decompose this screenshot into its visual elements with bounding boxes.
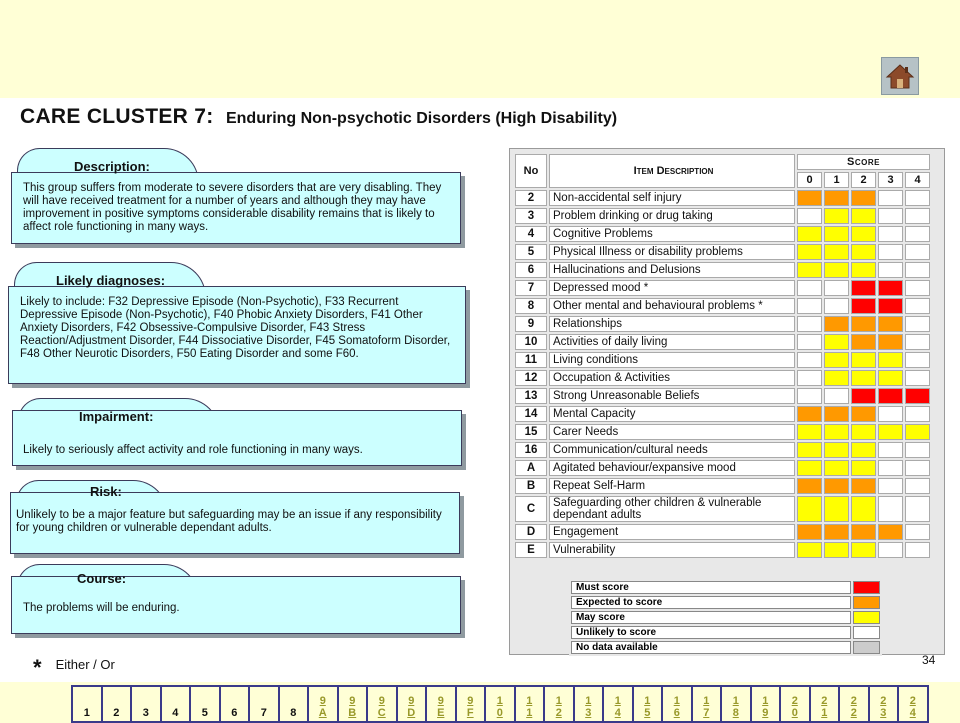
score-cell: [851, 524, 876, 540]
score-cell: [905, 352, 930, 368]
score-cell: [878, 316, 903, 332]
nav-cell[interactable]: [397, 686, 427, 722]
legend-swatch: [853, 581, 880, 594]
score-cell: [878, 334, 903, 350]
legend: [569, 579, 882, 656]
row-description: Relationships: [549, 316, 795, 332]
nav-cell: [220, 686, 250, 722]
title-subtitle: Enduring Non-psychotic Disorders (High Disability): [225, 110, 618, 127]
score-cell: [824, 460, 849, 476]
top-band: [0, 0, 960, 98]
nav-cell[interactable]: [810, 686, 840, 722]
footnote-marker: *: [33, 655, 42, 680]
score-cell: [878, 478, 903, 494]
score-cell: [878, 406, 903, 422]
score-cell: [797, 442, 822, 458]
footnote-text: Either / Or: [55, 657, 115, 672]
likely-diagnoses-text: Likely to include: F32 Depressive Episode (Non-Psychotic), F33 Recurrent Depressive Episode (Non-Psychotic), F40 Phobic Anxiety Disorders, F41 Other Anxiety Disorders, F42 Obsessive-Compulsive Disorder, F43 Stress Reaction/Adjustment Disorder, F44 Dissociative Disorder, F45 Somatoform Disorder, F48 Other Neurotic Disorders, F50 Eating Disorder and some F60.: [20, 296, 451, 360]
score-cell: [797, 524, 822, 540]
row-description: Engagement: [549, 524, 795, 540]
legend-row: [571, 581, 880, 594]
nav-cell[interactable]: [869, 686, 899, 722]
nav-link-3: 3: [142, 707, 149, 719]
score-cell: [851, 298, 876, 314]
score-cell: [824, 496, 849, 522]
score-cell: [851, 244, 876, 260]
nav-link-21[interactable]: 1 6: [673, 695, 680, 719]
risk-box: [10, 480, 462, 556]
score-cell: [878, 298, 903, 314]
score-cell: [824, 280, 849, 296]
score-cell: [824, 352, 849, 368]
nav-link-9[interactable]: 9 A: [318, 695, 327, 719]
row-description: Physical Illness or disability problems: [549, 244, 795, 260]
row-number: 15: [515, 424, 547, 440]
row-description: Problem drinking or drug taking: [549, 208, 795, 224]
nav-cell[interactable]: [485, 686, 515, 722]
score-cell: [797, 316, 822, 332]
score-cell: [824, 370, 849, 386]
score-cell: [797, 190, 822, 206]
row-description: Strong Unreasonable Beliefs: [549, 388, 795, 404]
score-cell: [905, 262, 930, 278]
impairment-heading: Impairment:: [79, 409, 154, 424]
score-cell: [851, 280, 876, 296]
row-number: D: [515, 524, 547, 540]
row-number: 6: [515, 262, 547, 278]
score-table: [513, 152, 932, 560]
score-cell: [878, 388, 903, 404]
row-number: 9: [515, 316, 547, 332]
score-cell: [797, 334, 822, 350]
score-col-0: 0: [797, 172, 822, 188]
table-row: [515, 226, 930, 242]
table-row: [515, 262, 930, 278]
header-no: No: [515, 154, 547, 188]
nav-cell[interactable]: [338, 686, 368, 722]
score-cell: [797, 478, 822, 494]
impairment-box: [12, 398, 464, 468]
row-description: Agitated behaviour/expansive mood: [549, 460, 795, 476]
header-item-description: Item Description: [549, 154, 795, 188]
score-cell: [851, 334, 876, 350]
nav-link-18[interactable]: 1 3: [585, 695, 592, 719]
nav-cell[interactable]: [721, 686, 751, 722]
legend-swatch: [853, 626, 880, 639]
nav-link-20[interactable]: 1 5: [644, 695, 651, 719]
table-row: [515, 496, 930, 522]
score-cell: [797, 496, 822, 522]
row-number: 13: [515, 388, 547, 404]
score-cell: [905, 524, 930, 540]
score-cell: [905, 542, 930, 558]
row-description: Cognitive Problems: [549, 226, 795, 242]
score-cell: [851, 478, 876, 494]
nav-cell[interactable]: [456, 686, 486, 722]
row-number: 11: [515, 352, 547, 368]
nav-cell[interactable]: [780, 686, 810, 722]
score-cell: [878, 226, 903, 242]
legend-label: Must score: [571, 581, 851, 594]
legend-label: No data available: [571, 641, 851, 654]
table-row: [515, 370, 930, 386]
row-description: Mental Capacity: [549, 406, 795, 422]
row-description: Hallucinations and Delusions: [549, 262, 795, 278]
score-cell: [878, 442, 903, 458]
score-cell: [797, 424, 822, 440]
nav-cell[interactable]: [426, 686, 456, 722]
score-cell: [878, 524, 903, 540]
home-icon: [885, 61, 915, 91]
page-number: 34: [922, 653, 936, 667]
row-number: 14: [515, 406, 547, 422]
row-number: B: [515, 478, 547, 494]
nav-link-14[interactable]: 9 F: [466, 695, 474, 719]
nav-cell[interactable]: [603, 686, 633, 722]
row-number: 10: [515, 334, 547, 350]
score-cell: [851, 542, 876, 558]
title-prefix: CARE CLUSTER 7:: [20, 105, 214, 128]
nav-link-29[interactable]: 2 4: [909, 695, 916, 719]
legend-swatch: [853, 641, 880, 654]
row-number: 5: [515, 244, 547, 260]
score-cell: [905, 406, 930, 422]
slide-nav: [71, 685, 929, 723]
row-description: Occupation & Activities: [549, 370, 795, 386]
score-cell: [878, 244, 903, 260]
score-cell: [905, 460, 930, 476]
footnote: [33, 655, 115, 681]
nav-cell: [131, 686, 161, 722]
score-cell: [905, 280, 930, 296]
row-description: Communication/cultural needs: [549, 442, 795, 458]
nav-cell[interactable]: [544, 686, 574, 722]
nav-cell: [72, 686, 102, 722]
nav-link-26[interactable]: 2 1: [821, 695, 828, 719]
score-cell: [878, 190, 903, 206]
nav-link-25[interactable]: 2 0: [791, 695, 798, 719]
nav-link-6: 6: [231, 707, 238, 719]
table-row: [515, 406, 930, 422]
nav-cell: [249, 686, 279, 722]
nav-link-12[interactable]: 9 D: [407, 695, 416, 719]
nav-link-17[interactable]: 1 2: [555, 695, 562, 719]
score-cell: [797, 262, 822, 278]
table-row: [515, 352, 930, 368]
table-row: [515, 460, 930, 476]
score-cell: [851, 406, 876, 422]
score-cell: [851, 262, 876, 278]
score-cell: [797, 208, 822, 224]
course-box: [11, 564, 463, 636]
score-col-3: 3: [878, 172, 903, 188]
likely-diagnoses-heading: Likely diagnoses:: [56, 273, 166, 288]
score-cell: [797, 406, 822, 422]
home-button[interactable]: [881, 57, 919, 95]
nav-cell[interactable]: [633, 686, 663, 722]
table-row: [515, 542, 930, 558]
row-number: 2: [515, 190, 547, 206]
score-cell: [824, 262, 849, 278]
row-description: Depressed mood *: [549, 280, 795, 296]
nav-link-15[interactable]: 1 0: [496, 695, 503, 719]
nav-cell: [102, 686, 132, 722]
page-title: [20, 105, 617, 129]
score-cell: [878, 262, 903, 278]
score-cell: [851, 190, 876, 206]
score-cell: [878, 496, 903, 522]
score-cell: [905, 226, 930, 242]
score-cell: [905, 190, 930, 206]
table-row: [515, 298, 930, 314]
row-number: 4: [515, 226, 547, 242]
score-cell: [824, 226, 849, 242]
table-row: [515, 280, 930, 296]
score-cell: [797, 388, 822, 404]
score-cell: [851, 388, 876, 404]
score-cell: [905, 442, 930, 458]
score-cell: [878, 542, 903, 558]
row-description: Vulnerability: [549, 542, 795, 558]
score-cell: [905, 388, 930, 404]
score-cell: [797, 352, 822, 368]
row-description: Activities of daily living: [549, 334, 795, 350]
table-row: [515, 334, 930, 350]
nav-cell[interactable]: [692, 686, 722, 722]
row-description: Living conditions: [549, 352, 795, 368]
score-cell: [824, 208, 849, 224]
nav-cell[interactable]: [308, 686, 338, 722]
course-text: The problems will be enduring.: [23, 602, 180, 614]
score-cell: [824, 298, 849, 314]
row-number: E: [515, 542, 547, 558]
row-description: Repeat Self-Harm: [549, 478, 795, 494]
score-cell: [878, 460, 903, 476]
nav-link-7: 7: [260, 707, 267, 719]
likely-diagnoses-box: [8, 262, 468, 386]
score-cell: [851, 460, 876, 476]
legend-swatch: [853, 596, 880, 609]
nav-link-5: 5: [201, 707, 208, 719]
score-cell: [824, 478, 849, 494]
table-row: [515, 388, 930, 404]
row-description: Carer Needs: [549, 424, 795, 440]
score-cell: [905, 316, 930, 332]
nav-link-13[interactable]: 9 E: [437, 695, 445, 719]
score-cell: [905, 208, 930, 224]
score-cell: [878, 352, 903, 368]
score-col-1: 1: [824, 172, 849, 188]
nav-link-4: 4: [172, 707, 179, 719]
course-heading: Course:: [77, 571, 127, 586]
score-cell: [797, 298, 822, 314]
nav-link-2: 2: [113, 707, 120, 719]
score-cell: [905, 334, 930, 350]
nav-cell[interactable]: [515, 686, 545, 722]
table-row: [515, 424, 930, 440]
nav-link-10[interactable]: 9 B: [348, 695, 357, 719]
score-cell: [824, 244, 849, 260]
nav-cell[interactable]: [662, 686, 692, 722]
legend-row: [571, 641, 880, 654]
nav-link-16[interactable]: 1 1: [526, 695, 533, 719]
row-description: Safeguarding other children & vulnerable dependant adults: [549, 496, 795, 522]
score-cell: [851, 424, 876, 440]
score-cell: [905, 370, 930, 386]
score-cell: [878, 208, 903, 224]
legend-label: Expected to score: [571, 596, 851, 609]
legend-label: Unlikely to score: [571, 626, 851, 639]
legend-row: [571, 626, 880, 639]
nav-cell[interactable]: [898, 686, 928, 722]
score-cell: [824, 524, 849, 540]
row-number: C: [515, 496, 547, 522]
nav-cell: [161, 686, 191, 722]
description-heading: Description:: [74, 159, 150, 174]
risk-heading: Risk:: [90, 484, 122, 499]
score-cell: [824, 190, 849, 206]
score-cell: [905, 496, 930, 522]
nav-cell[interactable]: [367, 686, 397, 722]
nav-cell: [279, 686, 309, 722]
score-cell: [878, 424, 903, 440]
score-col-4: 4: [905, 172, 930, 188]
legend-label: May score: [571, 611, 851, 624]
nav-link-22[interactable]: 1 7: [703, 695, 710, 719]
score-cell: [797, 226, 822, 242]
table-row: [515, 190, 930, 206]
score-cell: [824, 388, 849, 404]
nav-link-19[interactable]: 1 4: [614, 695, 621, 719]
score-cell: [851, 496, 876, 522]
nav-link-24[interactable]: 1 9: [762, 695, 769, 719]
nav-cell[interactable]: [751, 686, 781, 722]
nav-link-11[interactable]: 9 C: [377, 695, 386, 719]
nav-link-27[interactable]: 2 2: [850, 695, 857, 719]
table-row: [515, 316, 930, 332]
score-cell: [797, 460, 822, 476]
nav-link-28[interactable]: 2 3: [880, 695, 887, 719]
score-cell: [905, 424, 930, 440]
table-row: [515, 208, 930, 224]
score-cell: [824, 406, 849, 422]
score-cell: [851, 208, 876, 224]
score-cell: [905, 478, 930, 494]
score-cell: [851, 370, 876, 386]
row-number: 8: [515, 298, 547, 314]
score-cell: [905, 298, 930, 314]
slide: [0, 98, 960, 682]
nav-link-23[interactable]: 1 8: [732, 695, 739, 719]
row-number: A: [515, 460, 547, 476]
row-number: 12: [515, 370, 547, 386]
row-number: 16: [515, 442, 547, 458]
description-text: This group suffers from moderate to severe disorders that are very disabling. They will have received treatment for a number of years and although they may have improvement in positive symptoms considerable disability remains that is likely to affect role functioning in many ways.: [23, 182, 442, 233]
score-cell: [851, 226, 876, 242]
score-cell: [878, 280, 903, 296]
score-col-2: 2: [851, 172, 876, 188]
score-cell: [824, 542, 849, 558]
score-cell: [905, 244, 930, 260]
row-number: 7: [515, 280, 547, 296]
score-cell: [797, 370, 822, 386]
legend-row: [571, 611, 880, 624]
nav-link-1: 1: [83, 707, 90, 719]
score-cell: [878, 370, 903, 386]
description-box: [11, 148, 463, 246]
row-description: Non-accidental self injury: [549, 190, 795, 206]
nav-link-8: 8: [290, 707, 297, 719]
legend-row: [571, 596, 880, 609]
table-row: [515, 478, 930, 494]
score-cell: [851, 316, 876, 332]
nav-cell[interactable]: [839, 686, 869, 722]
table-row: [515, 442, 930, 458]
table-row: [515, 524, 930, 540]
nav-cell: [190, 686, 220, 722]
score-cell: [797, 244, 822, 260]
score-cell: [797, 280, 822, 296]
header-score: Score: [797, 154, 930, 170]
score-cell: [824, 442, 849, 458]
impairment-text: Likely to seriously affect activity and role functioning in many ways.: [23, 444, 363, 456]
legend-swatch: [853, 611, 880, 624]
table-row: [515, 244, 930, 260]
score-cell: [851, 352, 876, 368]
score-cell: [851, 442, 876, 458]
score-cell: [797, 542, 822, 558]
score-cell: [824, 334, 849, 350]
score-cell: [824, 316, 849, 332]
nav-cell[interactable]: [574, 686, 604, 722]
row-number: 3: [515, 208, 547, 224]
score-cell: [824, 424, 849, 440]
risk-text: Unlikely to be a major feature but safeguarding may be an issue if any responsibility for young children or vulnerable dependant adults.: [16, 509, 442, 534]
row-description: Other mental and behavioural problems *: [549, 298, 795, 314]
